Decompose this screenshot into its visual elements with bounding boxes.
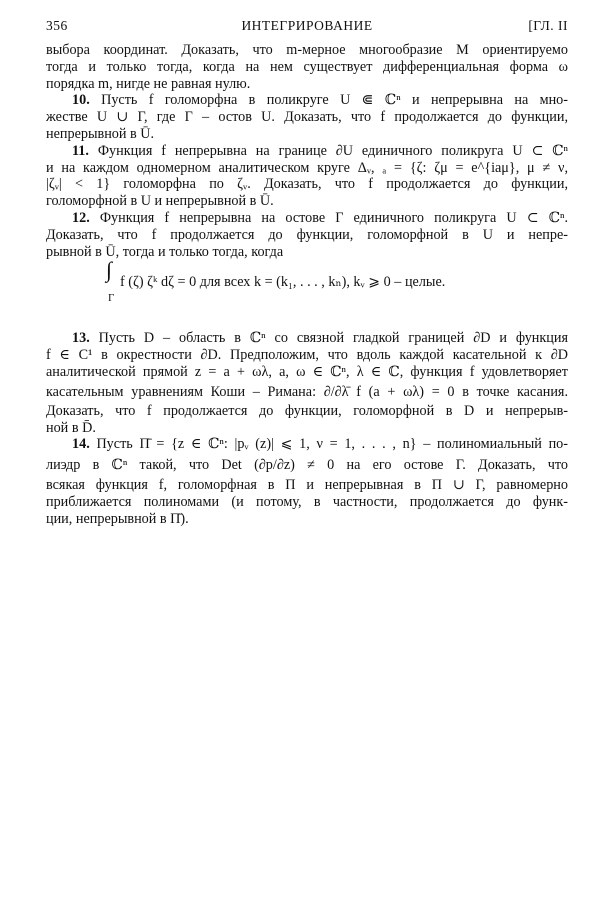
text-line: тогда и только тогда, когда на нем существует дифференциальная форма ω — [46, 58, 568, 75]
text-line: жестве U ∪ Γ, где Γ – остов U. Доказать, что f продолжается до функции, — [46, 109, 568, 126]
text-line — [46, 143, 568, 160]
text-line — [46, 210, 568, 227]
text-fragment: Пусть D – область в ℂⁿ со связной гладкой границей ∂D и функция — [98, 330, 568, 347]
text-fragment: Функция f непрерывна на остове Γ единичного поликруга U ⊂ ℂⁿ. — [99, 209, 568, 226]
text-line: всякая функция f, голоморфная в Π и непрерывная в Π ∪ Γ, равномерно — [46, 477, 568, 494]
problem-10 — [46, 92, 568, 142]
problem-number: 13. — [72, 330, 90, 347]
text-line: ной в D̄. — [46, 419, 96, 436]
chapter-reference: [ГЛ. II — [528, 18, 568, 33]
text-line: Доказать, что f продолжается до функции, голоморфной в D и непрерыв- — [46, 402, 568, 419]
page-number: 356 — [46, 18, 68, 33]
text-fragment: Функция f непрерывна на границе ∂U единичного поликруга U ⊂ ℂⁿ — [97, 142, 568, 159]
text-fragment: Пусть Π̄ = {z ∈ ℂⁿ: |pᵥ (z)| ⩽ 1, ν = 1, . . . , n} – полиномиальный по- — [96, 436, 568, 453]
text-line: выбора координат. Доказать, что m-мерное многообразие M ориентируемо — [46, 42, 568, 58]
intro-paragraph — [46, 42, 568, 92]
problem-12 — [46, 210, 568, 304]
text-line: |ζᵥ| < 1} голоморфна по ζᵥ. Доказать, что f продолжается до функции, — [46, 176, 568, 193]
page-body — [46, 42, 568, 528]
problem-14 — [46, 436, 568, 527]
text-line: Доказать, что f продолжается до функции, голоморфной в U и непре- — [46, 226, 568, 243]
problem-13 — [46, 330, 568, 436]
integral-domain: Γ — [108, 292, 115, 305]
problem-number: 10. — [72, 92, 90, 109]
text-line: непрерывной в Ū. — [46, 125, 155, 142]
text-line: порядка m, нигде не равная нулю. — [46, 75, 251, 92]
text-line: лиэдр в ℂⁿ такой, что Det (∂p/∂z) ≠ 0 на его остове Γ. Доказать, что — [46, 457, 568, 474]
problem-11 — [46, 143, 568, 210]
text-line: приближается полиномами (и потому, в частности, продолжается до функ- — [46, 493, 568, 510]
running-head — [46, 18, 568, 42]
text-line: голоморфной в U и непрерывной в Ū. — [46, 193, 274, 210]
text-line: аналитической прямой z = a + ωλ, a, ω ∈ ℂⁿ, λ ∈ ℂ, функция f удовлетворяет — [46, 363, 568, 380]
problem-number: 11. — [72, 142, 89, 159]
text-line — [46, 92, 568, 109]
formula-text: f (ζ) ζᵏ dζ = 0 для всех k = (k₁, . . . , kₙ), kᵥ ⩾ 0 – целые. — [120, 274, 446, 291]
chapter-title: ИНТЕГРИРОВАНИЕ — [241, 18, 373, 33]
book-page — [46, 18, 568, 528]
text-line: касательным уравнениям Коши – Римана: ∂/∂λ̄ f (a + ωλ) = 0 в точке касания. — [46, 383, 568, 400]
text-fragment: Пусть f голоморфна в поликруге U ⋐ ℂⁿ и непрерывна на мно- — [101, 92, 569, 109]
spacer — [46, 310, 568, 330]
integral-sign: ∫ — [106, 257, 113, 283]
problem-number: 14. — [72, 436, 90, 453]
text-line: f ∈ C¹ в окрестности ∂D. Предположим, что вдоль каждой касательной к ∂D — [46, 347, 568, 364]
text-line — [46, 330, 568, 347]
integral-formula — [46, 257, 568, 305]
text-line: рывной в Ū, тогда и только тогда, когда — [46, 243, 284, 260]
problem-number: 12. — [72, 209, 90, 226]
text-line — [46, 436, 568, 453]
text-line: ции, непрерывной в Π̄). — [46, 510, 189, 527]
text-line: и на каждом одномерном аналитическом круге Δᵥ, ₐ = {ζ: ζμ = e^{iaμ}, μ ≠ ν, — [46, 159, 568, 176]
